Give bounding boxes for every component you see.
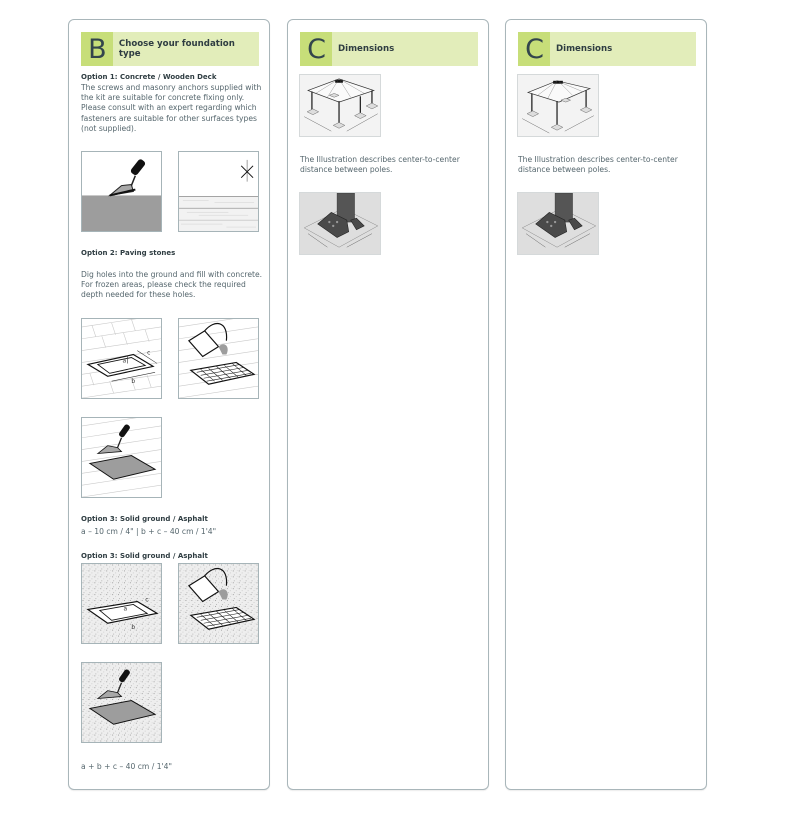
section-title: Choose your foundation type (118, 39, 235, 59)
svg-text:b: b (131, 379, 136, 386)
pour-concrete-ground-illustration (178, 563, 259, 644)
dig-hole-ground-illustration (81, 563, 162, 644)
option1-text: The screws and masonry anchors supplied with the kit are suitable for concrete fixing only. Please consult with an expert regarding which fasteners are suitable for other surfaces types (not supplied). (81, 83, 262, 133)
section-header (81, 32, 259, 66)
option2-heading: Option 2: Paving stones (81, 249, 176, 257)
section-title: Dimensions (556, 44, 613, 54)
section-header (518, 32, 696, 66)
panel-dimensions-1 (287, 19, 489, 790)
gazebo-4-post-dimensions-illustration (517, 74, 599, 137)
option2-text: Dig holes into the ground and fill with concrete. For frozen areas, please check the required depth needed for these holes. (81, 270, 263, 300)
level-concrete-paving-illustration (81, 417, 162, 498)
svg-text:b: b (131, 625, 136, 632)
dimensions-caption: The Illustration describes center-to-center distance between poles. (300, 155, 460, 175)
svg-text:a: a (122, 358, 127, 365)
section-header (300, 32, 478, 66)
trowel-on-concrete-illustration (81, 151, 162, 232)
svg-text:c: c (147, 350, 151, 357)
section-letter: B (81, 32, 113, 66)
dimensions-caption: The Illustration describes center-to-center distance between poles. (518, 155, 678, 175)
wooden-deck-no-fixing-illustration (178, 151, 259, 232)
section-letter: C (300, 32, 332, 66)
panel-foundation-type (68, 19, 270, 790)
svg-text:a: a (123, 606, 128, 613)
dig-hole-paving-illustration (81, 318, 162, 399)
option1-heading: Option 1: Concrete / Wooden Deck (81, 73, 217, 81)
section-letter: C (518, 32, 550, 66)
level-concrete-ground-illustration (81, 662, 162, 743)
option3a-heading: Option 3: Solid ground / Asphalt (81, 515, 208, 523)
panel-dimensions-2 (505, 19, 707, 790)
option3b-heading: Option 3: Solid ground / Asphalt (81, 552, 208, 560)
option3a-dimensions: a – 10 cm / 4" | b + c – 40 cm / 1'4" (81, 527, 217, 536)
pour-concrete-paving-illustration (178, 318, 259, 399)
post-base-plate-dimensions-illustration (517, 192, 599, 255)
option3b-footnote: a + b + c – 40 cm / 1'4" (81, 762, 172, 771)
gazebo-4-post-dimensions-illustration (299, 74, 381, 137)
post-base-plate-dimensions-illustration (299, 192, 381, 255)
svg-text:c: c (145, 597, 149, 604)
section-title: Dimensions (338, 44, 395, 54)
